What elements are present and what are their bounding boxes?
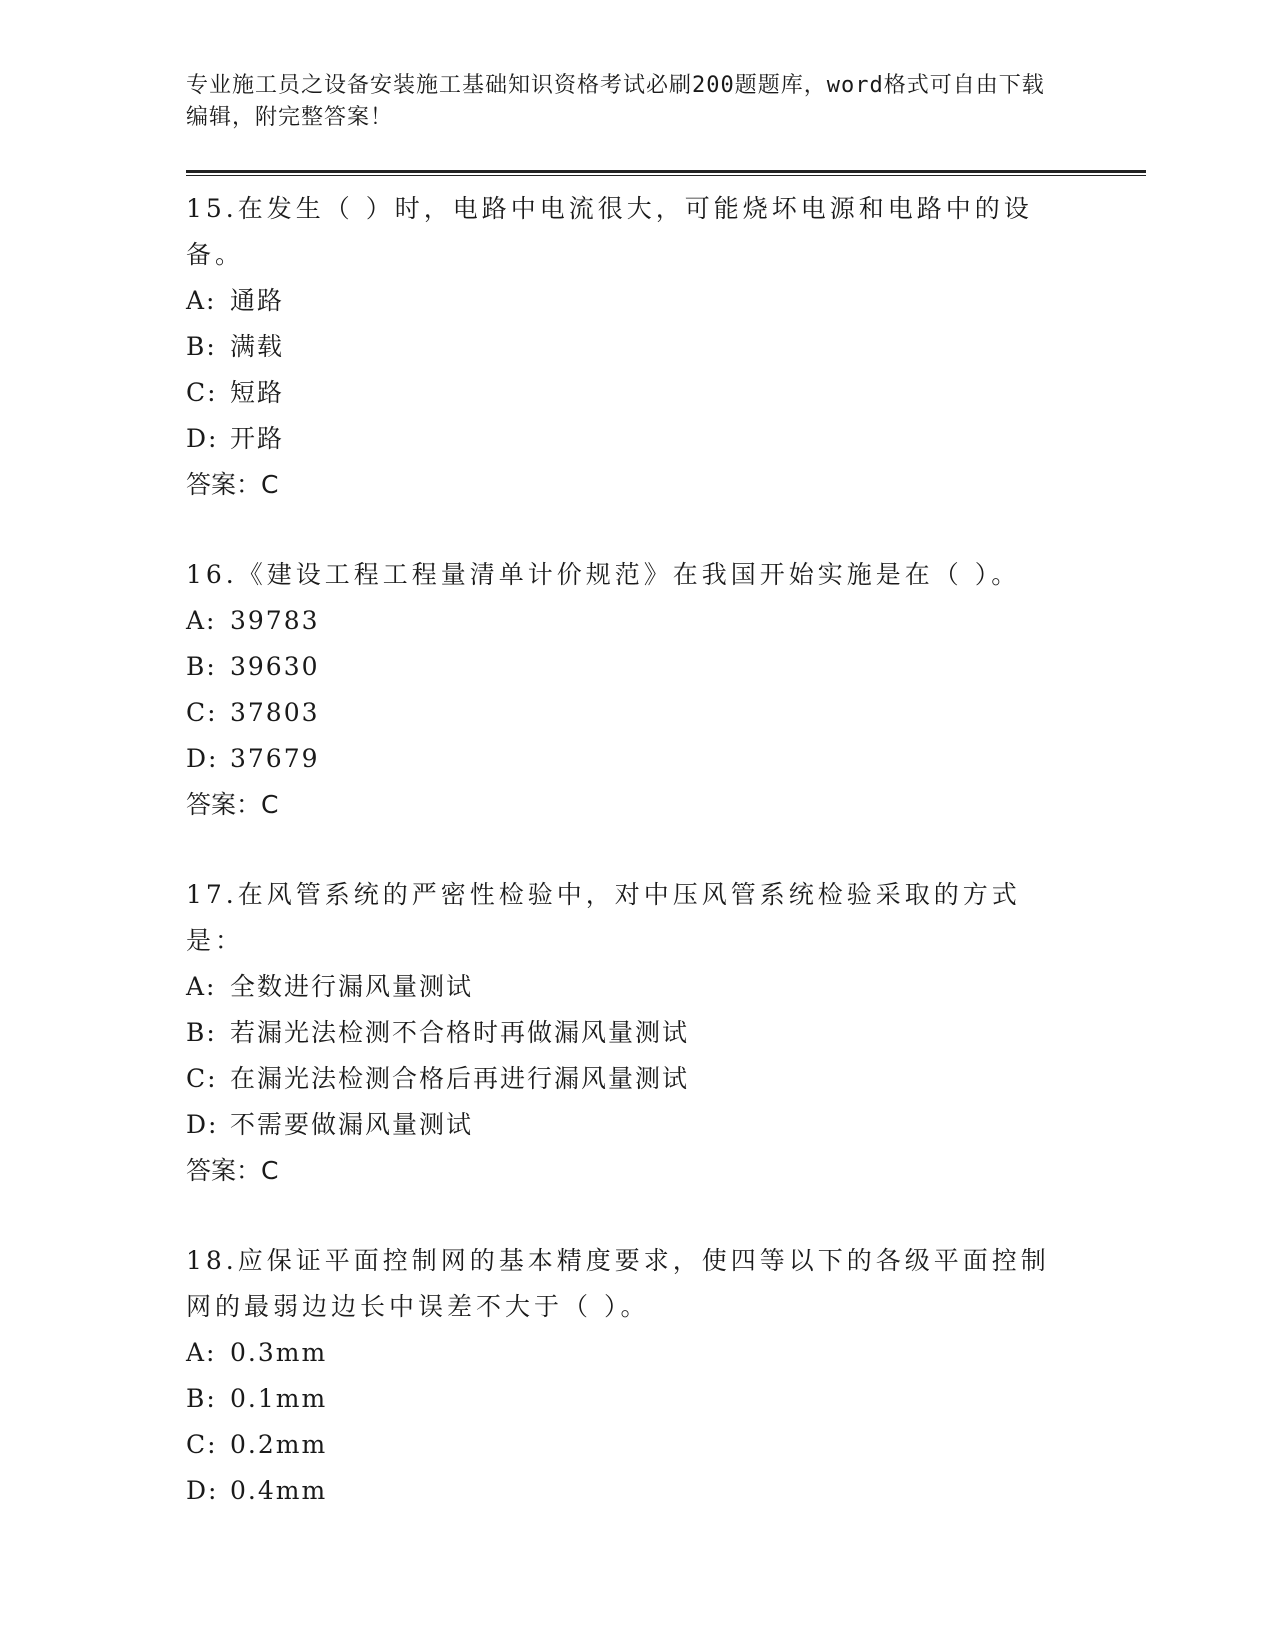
option-a: A: 全数进行漏风量测试: [186, 972, 474, 1001]
option-d: D: 不需要做漏风量测试: [186, 1110, 474, 1139]
option-c: C: 0.2mm: [186, 1430, 328, 1459]
question-stem: 18.应保证平面控制网的基本精度要求，使四等以下的各级平面控制网的最弱边边长中误差不大于（ ）。: [186, 1246, 1050, 1321]
answer-label: 答案：C: [186, 470, 279, 499]
option-b: B: 0.1mm: [186, 1384, 328, 1413]
option-b: B: 满载: [186, 332, 285, 361]
option-d: D: 0.4mm: [186, 1476, 328, 1505]
option-a: A: 39783: [186, 606, 320, 635]
option-c: C: 在漏光法检测合格后再进行漏风量测试: [186, 1064, 690, 1093]
option-a: A: 0.3mm: [186, 1338, 328, 1367]
option-d: D: 37679: [186, 744, 320, 773]
question-17: [186, 872, 1146, 1194]
question-stem: 16.《建设工程工程量清单计价规范》在我国开始实施是在（ ）。: [186, 560, 1021, 589]
question-stem: 15.在发生（ ）时，电路中电流很大，可能烧坏电源和电路中的设备。: [186, 194, 1033, 269]
question-18: [186, 1238, 1146, 1514]
option-b: B: 若漏光法检测不合格时再做漏风量测试: [186, 1018, 690, 1047]
option-c: C: 37803: [186, 698, 320, 727]
option-b: B: 39630: [186, 652, 320, 681]
answer-label: 答案：C: [186, 1156, 279, 1185]
option-a: A: 通路: [186, 286, 285, 315]
document-page: [186, 70, 1146, 1514]
question-15: [186, 186, 1146, 508]
answer-label: 答案：C: [186, 790, 279, 819]
option-d: D: 开路: [186, 424, 285, 453]
option-c: C: 短路: [186, 378, 285, 407]
question-16: [186, 552, 1146, 828]
document-header-title: 专业施工员之设备安装施工基础知识资格考试必刷200题题库，word格式可自由下载编辑，附完整答案！: [186, 73, 1045, 130]
question-stem: 17.在风管系统的严密性检验中，对中压风管系统检验采取的方式是：: [186, 880, 1021, 955]
